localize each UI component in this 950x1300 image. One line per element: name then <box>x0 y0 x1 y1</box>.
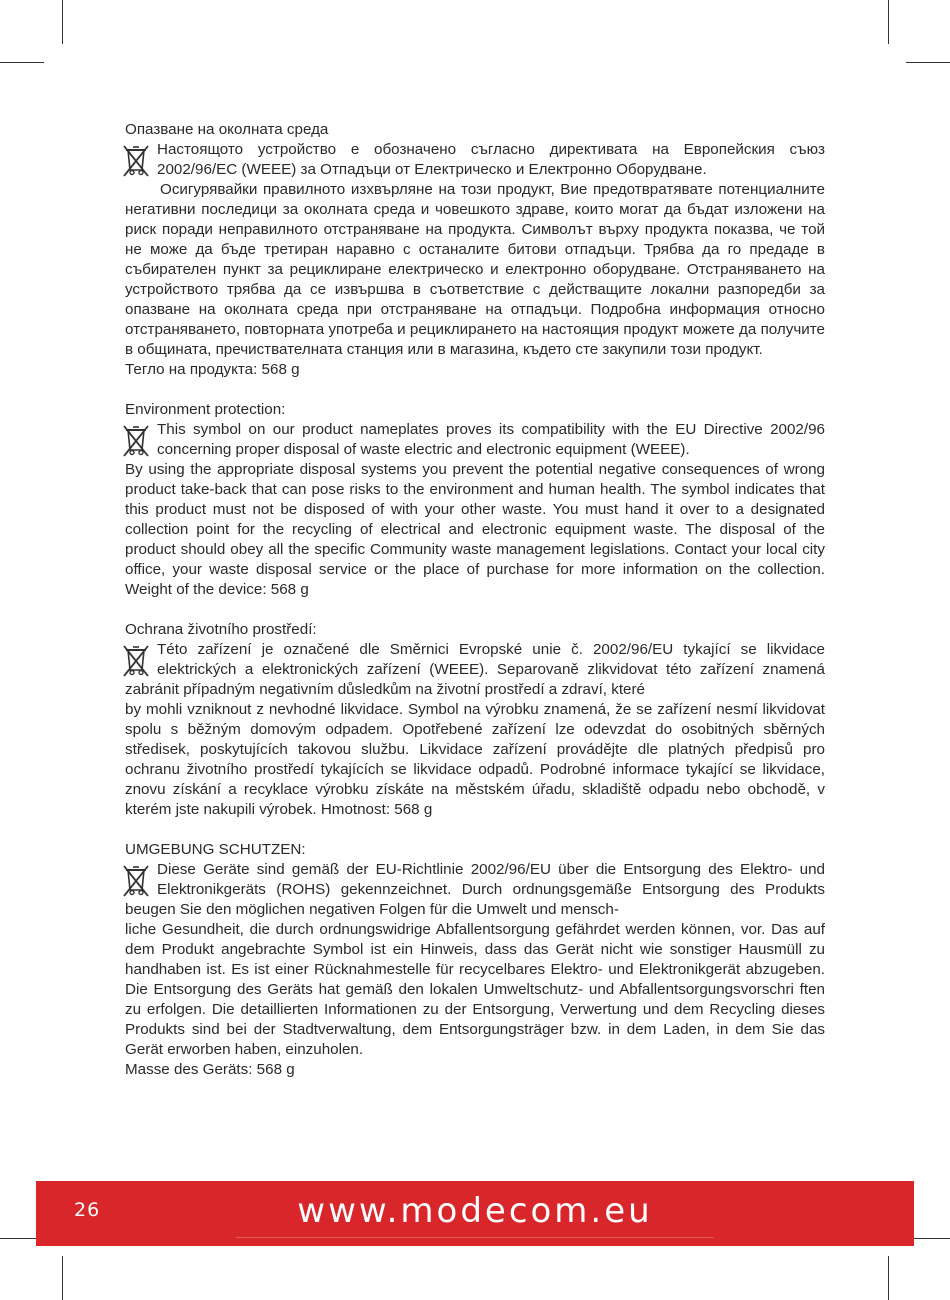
crop-mark <box>62 0 63 44</box>
section-body: liche Gesundheit, die durch ordnungswidrige Abfallentsorgung gefährdet werden können, vor. Das auf dem Produkt angebrachte Symbol ist ein Hinweis, dass das Gerät nicht wie sonstiger Hausmüll zu handhaben ist. Es ist einer Rücknahmestelle für recycelbares Elektro- und Elektronikgerät abzugeben. Die Entsorgung des Geräts hat gemäß den lokalen Umweltschutz- und Abfallentsorgungsvorschri ften zu erfolgen. Die detaillierten Informationen zu der Entsorgung, Verwertung und dem Recycling dieses Produkts sind bei der Stadtverwaltung, dem Entsorgungsträger bzw. in dem Laden, in dem Sie das Gerät erworben haben, einzuholen. <box>125 921 825 1058</box>
section-heading: Environment protection: <box>125 401 286 418</box>
crossed-out-wheelie-bin-icon <box>121 144 151 178</box>
crop-mark <box>888 1256 889 1300</box>
page-number: 26 <box>74 1199 101 1221</box>
section-heading: Ochrana životního prostředí: <box>125 621 317 638</box>
section-text <box>125 420 825 460</box>
section-text <box>125 140 825 180</box>
crop-mark <box>888 0 889 44</box>
document-body <box>125 120 825 1100</box>
crossed-out-wheelie-bin-icon <box>121 644 151 678</box>
section-text <box>125 640 825 700</box>
website-url: www.modecom.eu <box>297 1191 653 1231</box>
section-heading: UMGEBUNG SCHUTZEN: <box>125 841 306 858</box>
section-czech <box>125 620 825 820</box>
footer-bar <box>36 1181 914 1246</box>
crop-mark <box>0 62 44 63</box>
section-heading: Опазване на околната среда <box>125 121 329 138</box>
crossed-out-wheelie-bin-icon <box>121 864 151 898</box>
product-weight: Masse des Geräts: 568 g <box>125 1061 295 1078</box>
weee-statement: Diese Geräte sind gemäß der EU-Richtlinie 2002/96/EU über die Entsorgung des Elektro- und Elektronikgeräts (ROHS) gekennzeichnet. Durch ordnungsgemäße Entsorgung des Produkts beugen Sie den möglichen negativen Folgen für die Umwelt und mensch- <box>125 861 825 918</box>
section-german <box>125 840 825 1080</box>
crop-mark <box>62 1256 63 1300</box>
section-body: By using the appropriate disposal systems you prevent the potential negative consequences of wrong product take-back that can pose risks to the environment and human health. The symbol indicates that this product must not be disposed of with your other waste. You must hand it over to a designated collection point for the recycling of electrical and electronic equipment waste. The disposal of the product should obey all the specific Community waste management legislations. Contact your local city office, your waste disposal service or the place of purchase for more information on the collection. Weight of the device: 568 g <box>125 461 825 598</box>
section-body: Осигурявайки правилното изхвърляне на този продукт, Вие предотвратявате потенциалните негативни последици за околната среда и човешкото здраве, които могат да бъдат изложени на риск поради неправилното отстраняване на продукта. Символът върху продукта показва, че той не може да бъде третиран наравно с останалите битови отпадъци. Трябва да го предаде в събирателен пункт за рециклиране електрическо и електронно оборудване. Отстраняването на устройството трябва да се извършва в съответствие с действащите локални разпоредби за опазване на околната среда при отстраняване на отпадъци. Подробна информация относно отстраняването, повторната употреба и рециклирането на настоящия продукт можете да получите в общината, пречиствателната станция или в магазина, където сте закупили този продукт. <box>125 181 825 358</box>
product-weight: Тегло на продукта: 568 g <box>125 361 300 378</box>
section-english <box>125 400 825 600</box>
section-body: by mohli vzniknout z nevhodné likvidace. Symbol na výrobku znamená, že se zařízení nesmí likvidovat spolu s běžným domovým odpadem. Opotřebené zařízení lze odevzdat do osobitných sběrných středisek, poskytujících takovou službu. Likvidace zařízení provádějte dle platných předpisů pro ochranu životního prostředí tykajících se likvidace odpadů. Podrobné informace tykající se likvidace, znovu získání a recyklace výrobku získáte na městském úřadu, skladiště odpadu nebo obchodě, v kterém jste nakupili výrobek. Hmotnost: 568 g <box>125 701 825 818</box>
weee-statement: Této zařízení je označené dle Směrnici Evropské unie č. 2002/96/EU tykající se likvidace elektrických a elektronických zařízení (WEEE). Separovaně zlikvidovat této zařízení znamená zabránit případným negativním důsledkům na životní prostředí a zdraví, které <box>125 641 825 698</box>
crossed-out-wheelie-bin-icon <box>121 424 151 458</box>
section-bulgarian <box>125 120 825 380</box>
weee-statement: Настоящото устройство е обозначено съгласно директивата на Европейския съюз 2002/96/EC (WEEE) за Отпадъци от Електрическо и Електронно Оборудване. <box>157 141 825 178</box>
crop-mark <box>906 62 950 63</box>
weee-statement: This symbol on our product nameplates proves its compatibility with the EU Directive 2002/96 concerning proper disposal of waste electric and electronic equipment (WEEE). <box>157 421 825 458</box>
section-text <box>125 860 825 920</box>
